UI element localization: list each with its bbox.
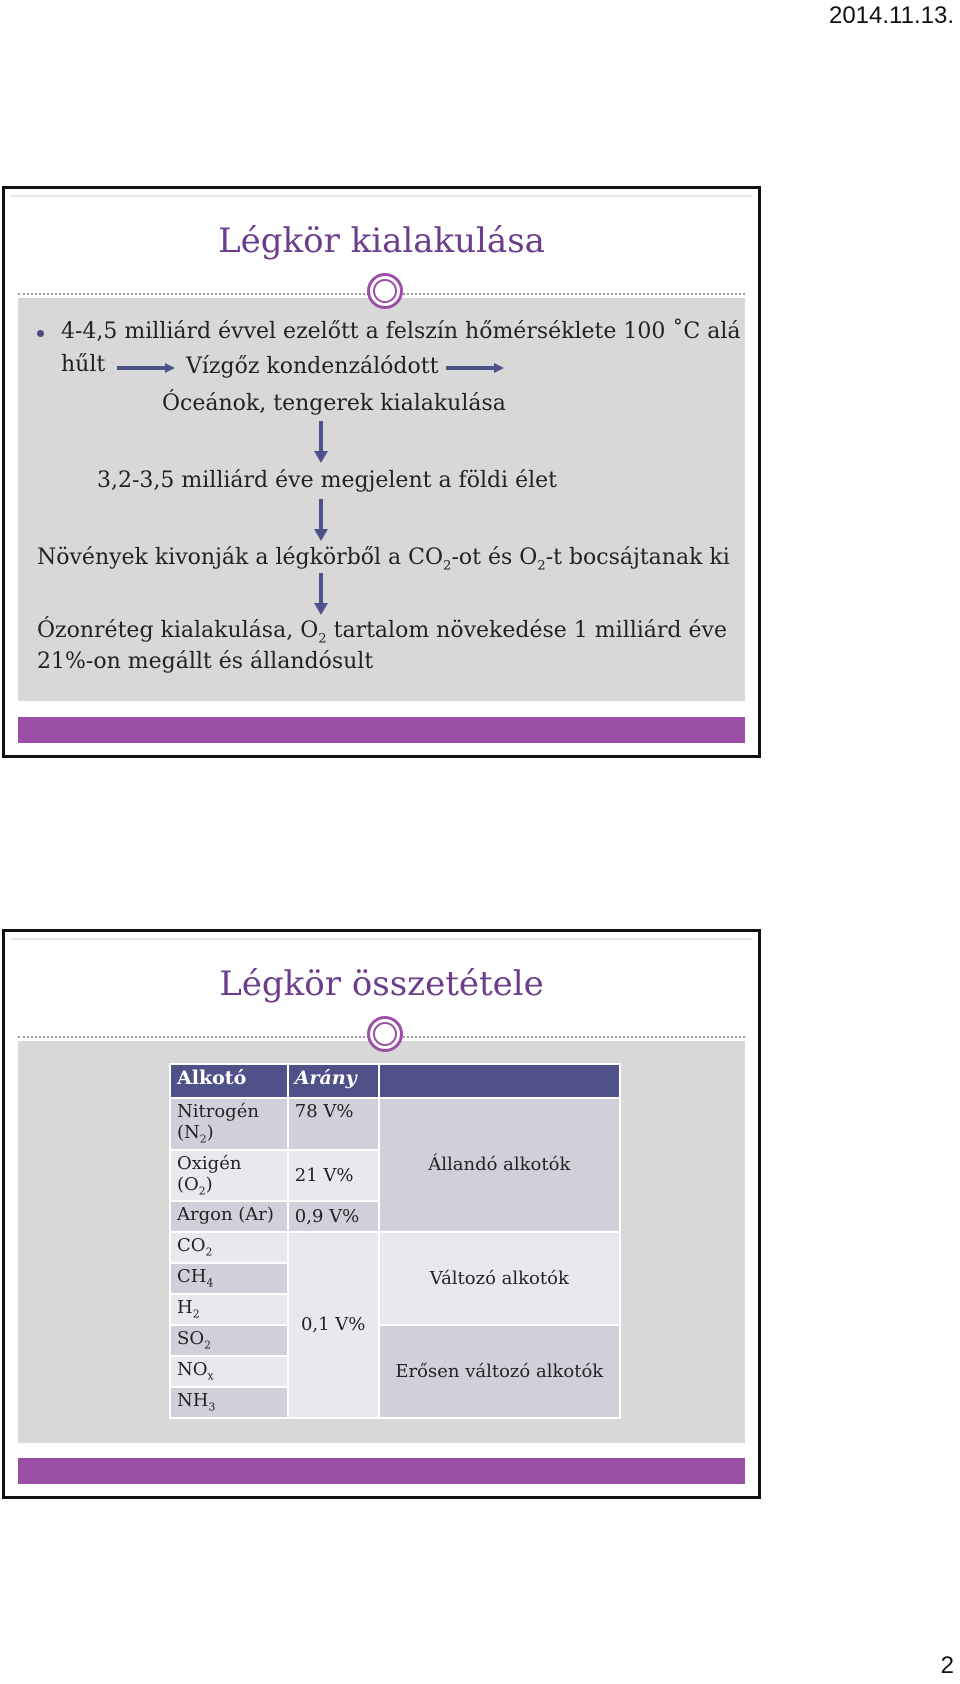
slide-title: Légkör kialakulása <box>218 221 545 261</box>
bullet-icon <box>37 330 44 337</box>
table-row <box>170 1325 620 1356</box>
component-cell: $SO_2$ <box>170 1325 288 1356</box>
table-row <box>170 1232 620 1263</box>
page-number: 2 <box>940 1652 954 1679</box>
step-ozone-line1: Ózonréteg kialakulása, $O_2$ tartalom növekedése 1 milliárd éve <box>37 618 727 647</box>
right-arrow-icon <box>117 363 175 373</box>
slide-title: Légkör összetétele <box>219 964 544 1004</box>
component-cell: $CO_2$ <box>170 1232 288 1263</box>
step-ozone-line2: 21%-on megállt és állandósult <box>37 649 374 674</box>
ring-ornament-icon <box>367 1016 403 1052</box>
group-cell-variable: Változó alkotók <box>379 1232 620 1325</box>
right-arrow-icon <box>446 363 504 373</box>
table-header-row <box>170 1064 620 1098</box>
table-row <box>170 1098 620 1150</box>
value-cell: 78 V% <box>288 1098 379 1150</box>
down-arrow-icon <box>314 421 328 463</box>
component-cell: $NO_x$ <box>170 1356 288 1387</box>
step-plants: Növények kivonják a légkörből a $CO_2-ot$ és $O_2-t$ bocsájtanak ki <box>37 545 730 574</box>
component-cell: $H_2$ <box>170 1294 288 1325</box>
down-arrow-icon <box>314 499 328 541</box>
bullet-text-line1: 4-4,5 milliárd évvel ezelőtt a felszín hőmérséklete 100 ˚C alá <box>61 319 741 344</box>
step-life: 3,2-3,5 milliárd éve megjelent a földi élet <box>97 468 558 493</box>
column-header-group <box>379 1064 620 1098</box>
bullet-text-line2: hűlt <box>61 352 106 377</box>
value-cell: 21 V% <box>288 1150 379 1201</box>
composition-table <box>169 1063 621 1419</box>
down-arrow-icon <box>314 573 328 615</box>
group-cell-highly-variable: Erősen változó alkotók <box>379 1325 620 1418</box>
component-cell: Argon (Ar) <box>170 1201 288 1232</box>
component-cell: $CH_4$ <box>170 1263 288 1294</box>
ring-ornament-icon <box>367 273 403 309</box>
step-vapor: Vízgőz kondenzálódott <box>186 354 439 379</box>
column-header-ratio: Arány <box>288 1064 379 1098</box>
column-header-component: Alkotó <box>170 1064 288 1098</box>
shared-value-cell: 0,1 V% <box>288 1232 379 1418</box>
component-cell: Oxigén $(O_2)$ <box>170 1150 288 1201</box>
footer-band <box>18 1458 745 1484</box>
group-cell-permanent: Állandó alkotók <box>379 1098 620 1232</box>
footer-band <box>18 717 745 743</box>
component-cell: Nitrogén $(N_2)$ <box>170 1098 288 1150</box>
slide-atmosphere-composition <box>2 929 761 1499</box>
value-cell: 0,9 V% <box>288 1201 379 1232</box>
step-oceans: Óceánok, tengerek kialakulása <box>162 391 506 416</box>
slide-atmosphere-formation <box>2 186 761 758</box>
component-cell: $NH_3$ <box>170 1387 288 1418</box>
header-date: 2014.11.13. <box>828 2 954 29</box>
